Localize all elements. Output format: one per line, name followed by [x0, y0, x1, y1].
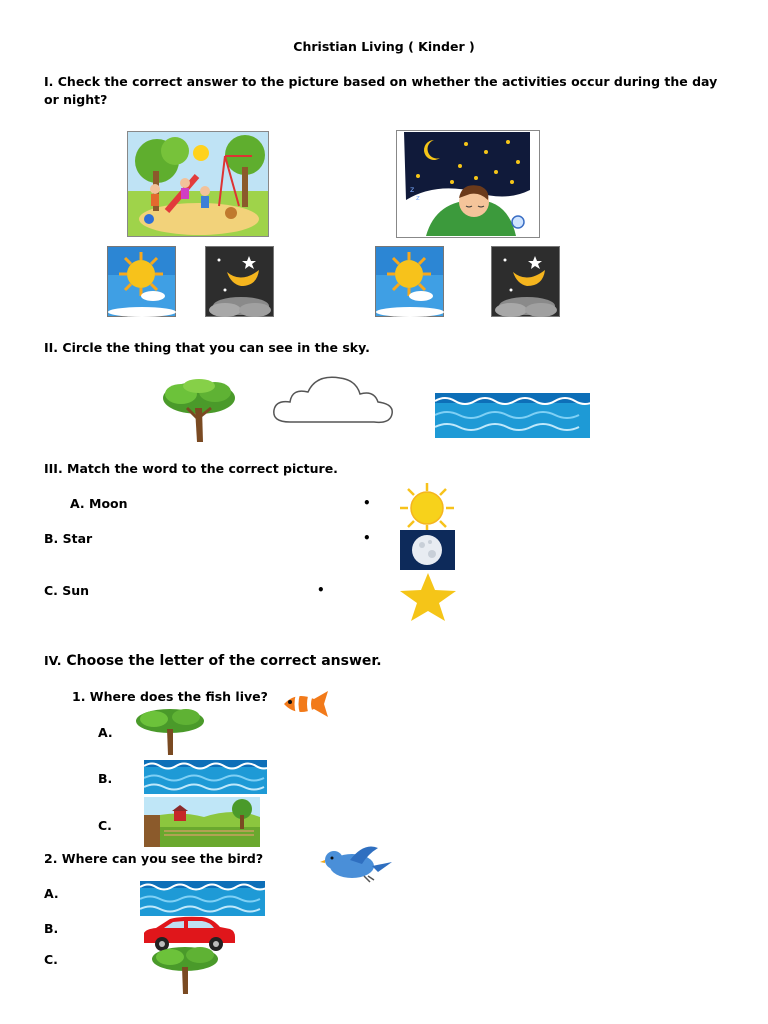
- section-2-instruction: II. Circle the thing that you can see in the sky.: [44, 340, 370, 355]
- section-4-numeral: IV.: [44, 653, 62, 668]
- match-label-moon: A. Moon: [70, 496, 128, 511]
- q1-tree-icon[interactable]: [134, 707, 206, 757]
- q2-option-c[interactable]: C.: [44, 952, 58, 967]
- match-label-sun: C. Sun: [44, 583, 90, 598]
- section-4-instruction: [44, 653, 382, 669]
- star-icon[interactable]: [398, 572, 458, 622]
- q2-option-b[interactable]: B.: [44, 921, 59, 936]
- q2-option-a[interactable]: A.: [44, 886, 59, 901]
- fish-icon: [282, 689, 330, 719]
- sun-icon-1[interactable]: [107, 246, 176, 317]
- svg-text:z: z: [410, 185, 415, 194]
- q1-option-b[interactable]: B.: [98, 771, 113, 786]
- match-dot-3[interactable]: •: [317, 583, 325, 597]
- question-1: 1. Where does the fish live?: [72, 689, 268, 704]
- question-2: 2. Where can you see the bird?: [44, 851, 264, 866]
- playground-picture: [127, 131, 269, 237]
- match-dot-1[interactable]: •: [363, 496, 371, 510]
- q1-farm-icon[interactable]: [144, 797, 260, 847]
- q2-sea-icon[interactable]: [140, 881, 265, 916]
- bird-icon: [320, 842, 392, 884]
- q1-option-a[interactable]: A.: [98, 725, 113, 740]
- match-dot-2[interactable]: •: [363, 531, 371, 545]
- q2-tree-icon[interactable]: [150, 945, 220, 995]
- sun-icon[interactable]: [396, 483, 458, 533]
- sun-icon-2[interactable]: [375, 246, 444, 317]
- moon-night-icon-1[interactable]: [205, 246, 274, 317]
- section-4-text: Choose the letter of the correct answer.: [66, 653, 382, 669]
- page-title: Christian Living ( Kinder ): [293, 39, 475, 54]
- section-3-instruction: III. Match the word to the correct picture.: [44, 461, 338, 476]
- match-label-star: B. Star: [44, 531, 93, 546]
- sleeping-boy-picture: [396, 130, 540, 238]
- sea-icon[interactable]: [435, 393, 590, 438]
- moon-night-icon-2[interactable]: [491, 246, 560, 317]
- svg-text:z: z: [416, 194, 420, 202]
- section-1-instruction: I. Check the correct answer to the picture based on whether the activities occur during the day or night?: [44, 74, 718, 107]
- q1-option-c[interactable]: C.: [98, 818, 112, 833]
- full-moon-icon[interactable]: [400, 530, 455, 570]
- tree-icon[interactable]: [159, 378, 237, 444]
- cloud-icon[interactable]: [270, 370, 396, 430]
- q1-sea-icon[interactable]: [144, 760, 267, 794]
